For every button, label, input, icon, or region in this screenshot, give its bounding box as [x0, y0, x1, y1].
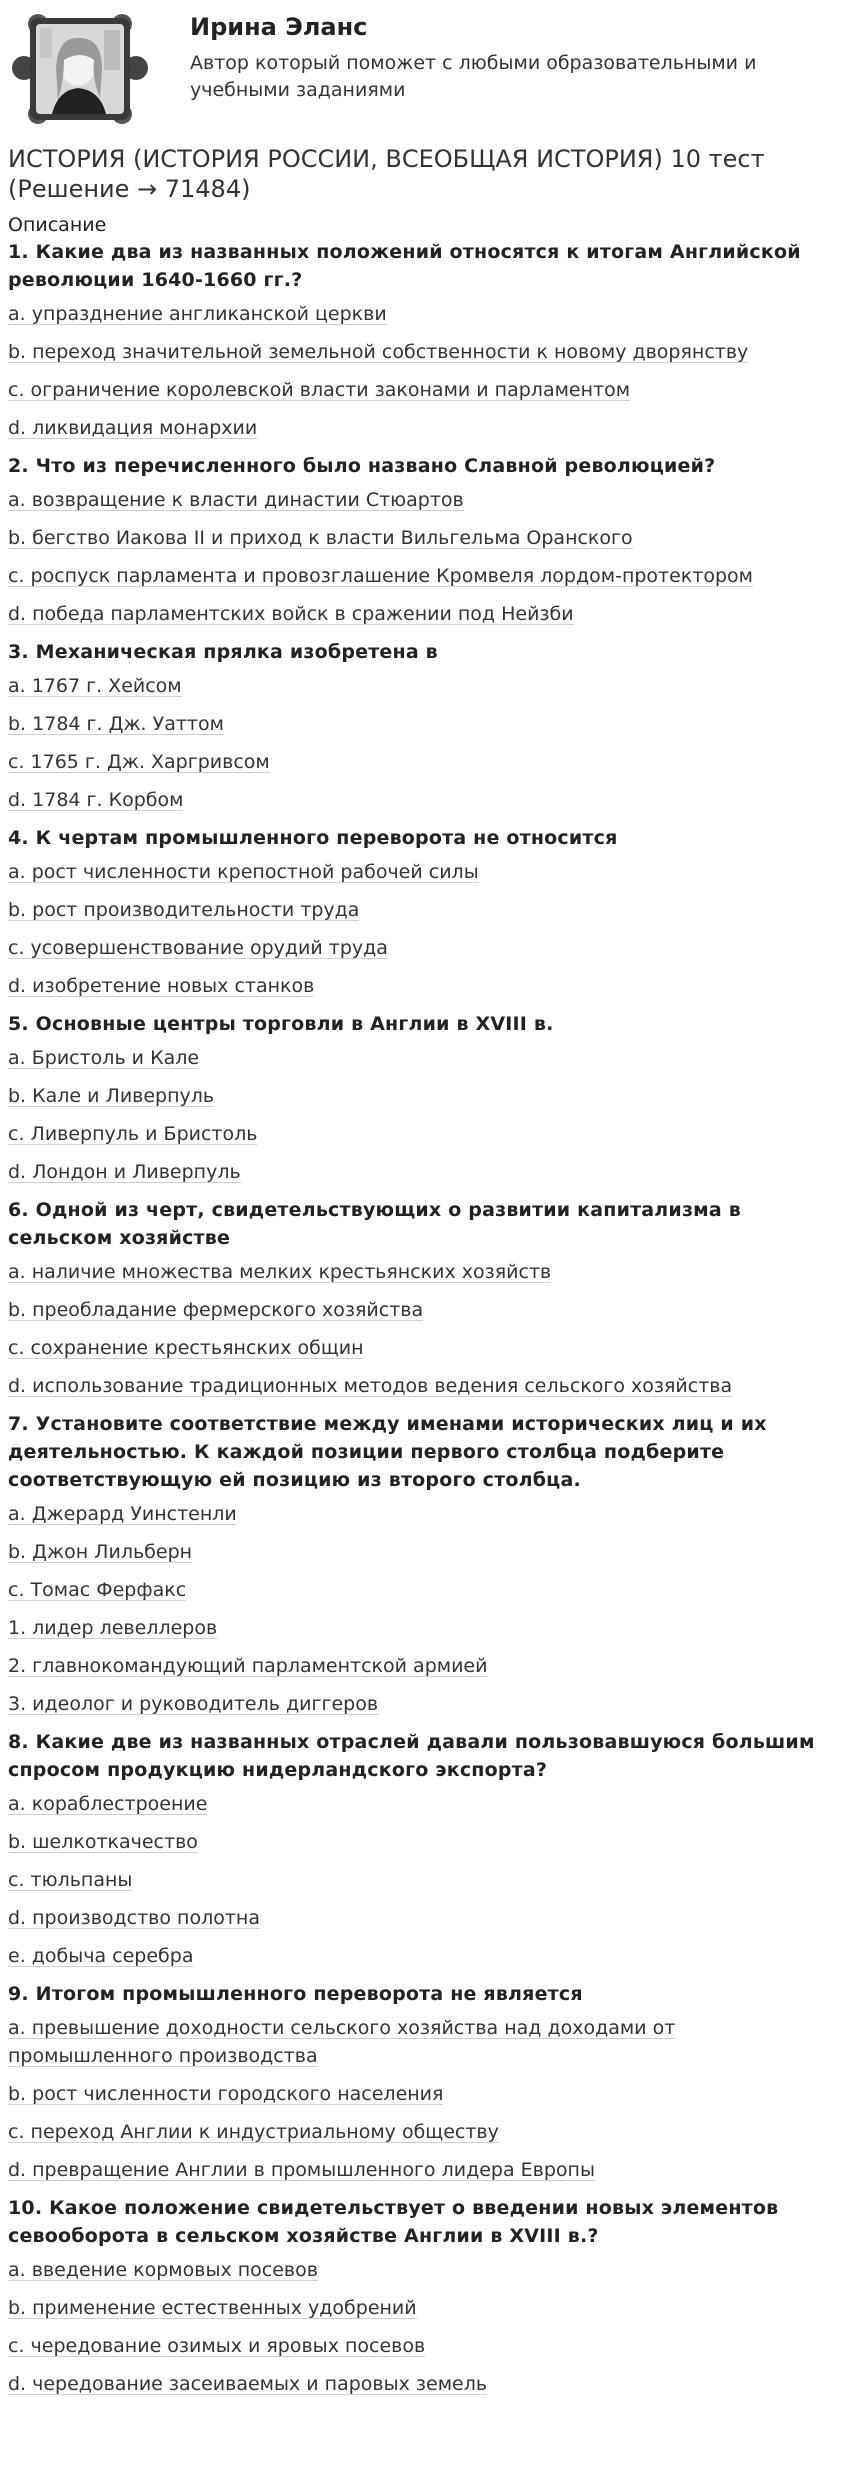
answer-option-text: b. рост производительности труда	[8, 899, 360, 921]
answer-option	[8, 858, 839, 886]
answer-option	[8, 1296, 839, 1324]
answer-option-text: d. Лондон и Ливерпуль	[8, 1161, 241, 1183]
document-title: ИСТОРИЯ (ИСТОРИЯ РОССИИ, ВСЕОБЩАЯ ИСТОРИЯ) 10 тест (Решение → 71484)	[8, 145, 765, 203]
question-text: 10. Какое положение свидетельствует о введении новых элементов севооборота в сельском хозяйстве Англии в XVIII в.?	[8, 2197, 779, 2247]
answer-option-text: d. чередование засеиваемых и паровых земель	[8, 2373, 488, 2395]
answer-option	[8, 934, 839, 962]
description-label: Описание	[8, 214, 107, 236]
answer-option	[8, 600, 839, 628]
question-text: 5. Основные центры торговли в Англии в XVIII в.	[8, 1013, 554, 1035]
author-name: Ирина Эланс	[190, 13, 368, 41]
answer-option-text: c. ограничение королевской власти законами и парламентом	[8, 379, 631, 401]
author-description: Автор который поможет с любыми образовательными и учебными заданиями	[190, 52, 757, 101]
answer-option	[8, 2014, 839, 2070]
question-text: 7. Установите соответствие между именами исторических лиц и их деятельностью. К каждой позиции первого столбца подберите соответствующую ей позицию из второго столбца.	[8, 1413, 767, 1491]
question-text: 2. Что из перечисленного было названо Славной революцией?	[8, 455, 716, 477]
answer-option-text: c. чередование озимых и яровых посевов	[8, 2335, 426, 2357]
answer-option	[8, 1158, 839, 1186]
answer-option-text: c. Ливерпуль и Бристоль	[8, 1123, 258, 1145]
answer-option-text: a. наличие множества мелких крестьянских хозяйств	[8, 1261, 552, 1283]
answer-option	[8, 486, 839, 514]
answer-option	[8, 1828, 839, 1856]
answer-option	[8, 1372, 839, 1400]
answer-option	[8, 1500, 839, 1528]
answer-option-text: a. Бристоль и Кале	[8, 1047, 200, 1069]
answer-option	[8, 1576, 839, 1604]
answer-option-text: a. упразднение англиканской церкви	[8, 303, 387, 325]
answer-option-text: c. Томас Ферфакс	[8, 1579, 187, 1601]
answer-option	[8, 1044, 839, 1072]
answer-option-text: a. рост численности крепостной рабочей силы	[8, 861, 479, 883]
answer-option	[8, 2332, 839, 2360]
question-block	[8, 1728, 839, 1970]
answer-option	[8, 1614, 839, 1642]
question-text: 1. Какие два из названных положений относятся к итогам Английской революции 1640-1660 гг.?	[8, 241, 801, 291]
answer-option-text: d. использование традиционных методов ведения сельского хозяйства	[8, 1375, 733, 1397]
answer-option	[8, 2294, 839, 2322]
answer-option	[8, 1942, 839, 1970]
answer-option-text: a. 1767 г. Хейсом	[8, 675, 182, 697]
answer-option	[8, 2156, 839, 2184]
answer-option	[8, 524, 839, 552]
question-block	[8, 1410, 839, 1718]
question-block	[8, 824, 839, 1000]
question-block	[8, 638, 839, 814]
answer-option	[8, 896, 839, 924]
question-text: 6. Одной из черт, свидетельствующих о развитии капитализма в сельском хозяйстве	[8, 1199, 741, 1249]
answer-option	[8, 1690, 839, 1718]
question-block	[8, 452, 839, 628]
answer-option-text: c. переход Англии к индустриальному обществу	[8, 2121, 499, 2143]
answer-option-text: d. победа парламентских войск в сражении под Нейзби	[8, 603, 574, 625]
answer-option-text: b. бегство Иакова II и приход к власти Вильгельма Оранского	[8, 527, 633, 549]
answer-option-text: c. сохранение крестьянских общин	[8, 1337, 364, 1359]
answer-option-text: b. применение естественных удобрений	[8, 2297, 417, 2319]
answer-option-text: b. Джон Лильберн	[8, 1541, 193, 1563]
answer-option	[8, 2080, 839, 2108]
question-block	[8, 1196, 839, 1400]
author-avatar	[8, 8, 152, 130]
answer-option	[8, 786, 839, 814]
answer-option	[8, 414, 839, 442]
answer-option	[8, 1904, 839, 1932]
question-text: 9. Итогом промышленного переворота не является	[8, 1983, 583, 2005]
answer-option-text: b. шелкоткачество	[8, 1831, 198, 1853]
answer-option-text: d. ликвидация монархии	[8, 417, 258, 439]
answer-option	[8, 972, 839, 1000]
answer-option	[8, 300, 839, 328]
answer-option-text: d. производство полотна	[8, 1907, 260, 1929]
answer-option	[8, 1082, 839, 1110]
answer-option	[8, 338, 839, 366]
answer-option	[8, 2118, 839, 2146]
answer-option-text: d. превращение Англии в промышленного лидера Европы	[8, 2159, 595, 2181]
answer-option-text: c. 1765 г. Дж. Харгривсом	[8, 751, 270, 773]
answer-option-text: b. переход значительной земельной собственности к новому дворянству	[8, 341, 749, 363]
question-text: 3. Механическая прялка изобретена в	[8, 641, 438, 663]
answer-option-text: 1. лидер левеллеров	[8, 1617, 218, 1639]
question-block	[8, 1010, 839, 1186]
question-text: 4. К чертам промышленного переворота не относится	[8, 827, 618, 849]
answer-option	[8, 710, 839, 738]
question-block	[8, 2194, 839, 2398]
question-block	[8, 238, 839, 442]
answer-option-text: d. изобретение новых станков	[8, 975, 315, 997]
answer-option-text: 3. идеолог и руководитель диггеров	[8, 1693, 379, 1715]
answer-option	[8, 376, 839, 404]
answer-option-text: a. возвращение к власти династии Стюартов	[8, 489, 464, 511]
answer-option-text: e. добыча серебра	[8, 1945, 194, 1967]
author-card	[8, 0, 839, 132]
answer-option-text: b. 1784 г. Дж. Уаттом	[8, 713, 224, 735]
answer-option	[8, 1866, 839, 1894]
answer-option	[8, 748, 839, 776]
answer-option-text: a. превышение доходности сельского хозяйства над доходами от промышленного производства	[8, 2017, 676, 2067]
answer-option-text: a. Джерард Уинстенли	[8, 1503, 237, 1525]
answer-option-text: b. преобладание фермерского хозяйства	[8, 1299, 424, 1321]
answer-option-text: b. Кале и Ливерпуль	[8, 1085, 215, 1107]
answer-option-text: c. усовершенствование орудий труда	[8, 937, 388, 959]
question-text: 8. Какие две из названных отраслей давали пользовавшуюся большим спросом продукцию нидерландского экспорта?	[8, 1731, 815, 1781]
answer-option	[8, 1258, 839, 1286]
answer-option-text: d. 1784 г. Корбом	[8, 789, 184, 811]
answer-option	[8, 1538, 839, 1566]
answer-option	[8, 2256, 839, 2284]
question-list	[8, 238, 839, 2398]
answer-option-text: a. введение кормовых посевов	[8, 2259, 318, 2281]
answer-option	[8, 1334, 839, 1362]
answer-option-text: 2. главнокомандующий парламентской армией	[8, 1655, 488, 1677]
answer-option	[8, 672, 839, 700]
question-block	[8, 1980, 839, 2184]
answer-option	[8, 2370, 839, 2398]
answer-option	[8, 562, 839, 590]
answer-option-text: c. тюльпаны	[8, 1869, 133, 1891]
answer-option	[8, 1790, 839, 1818]
answer-option-text: c. роспуск парламента и провозглашение Кромвеля лордом-протектором	[8, 565, 753, 587]
answer-option	[8, 1120, 839, 1148]
answer-option	[8, 1652, 839, 1680]
answer-option-text: b. рост численности городского населения	[8, 2083, 444, 2105]
answer-option-text: a. кораблестроение	[8, 1793, 208, 1815]
